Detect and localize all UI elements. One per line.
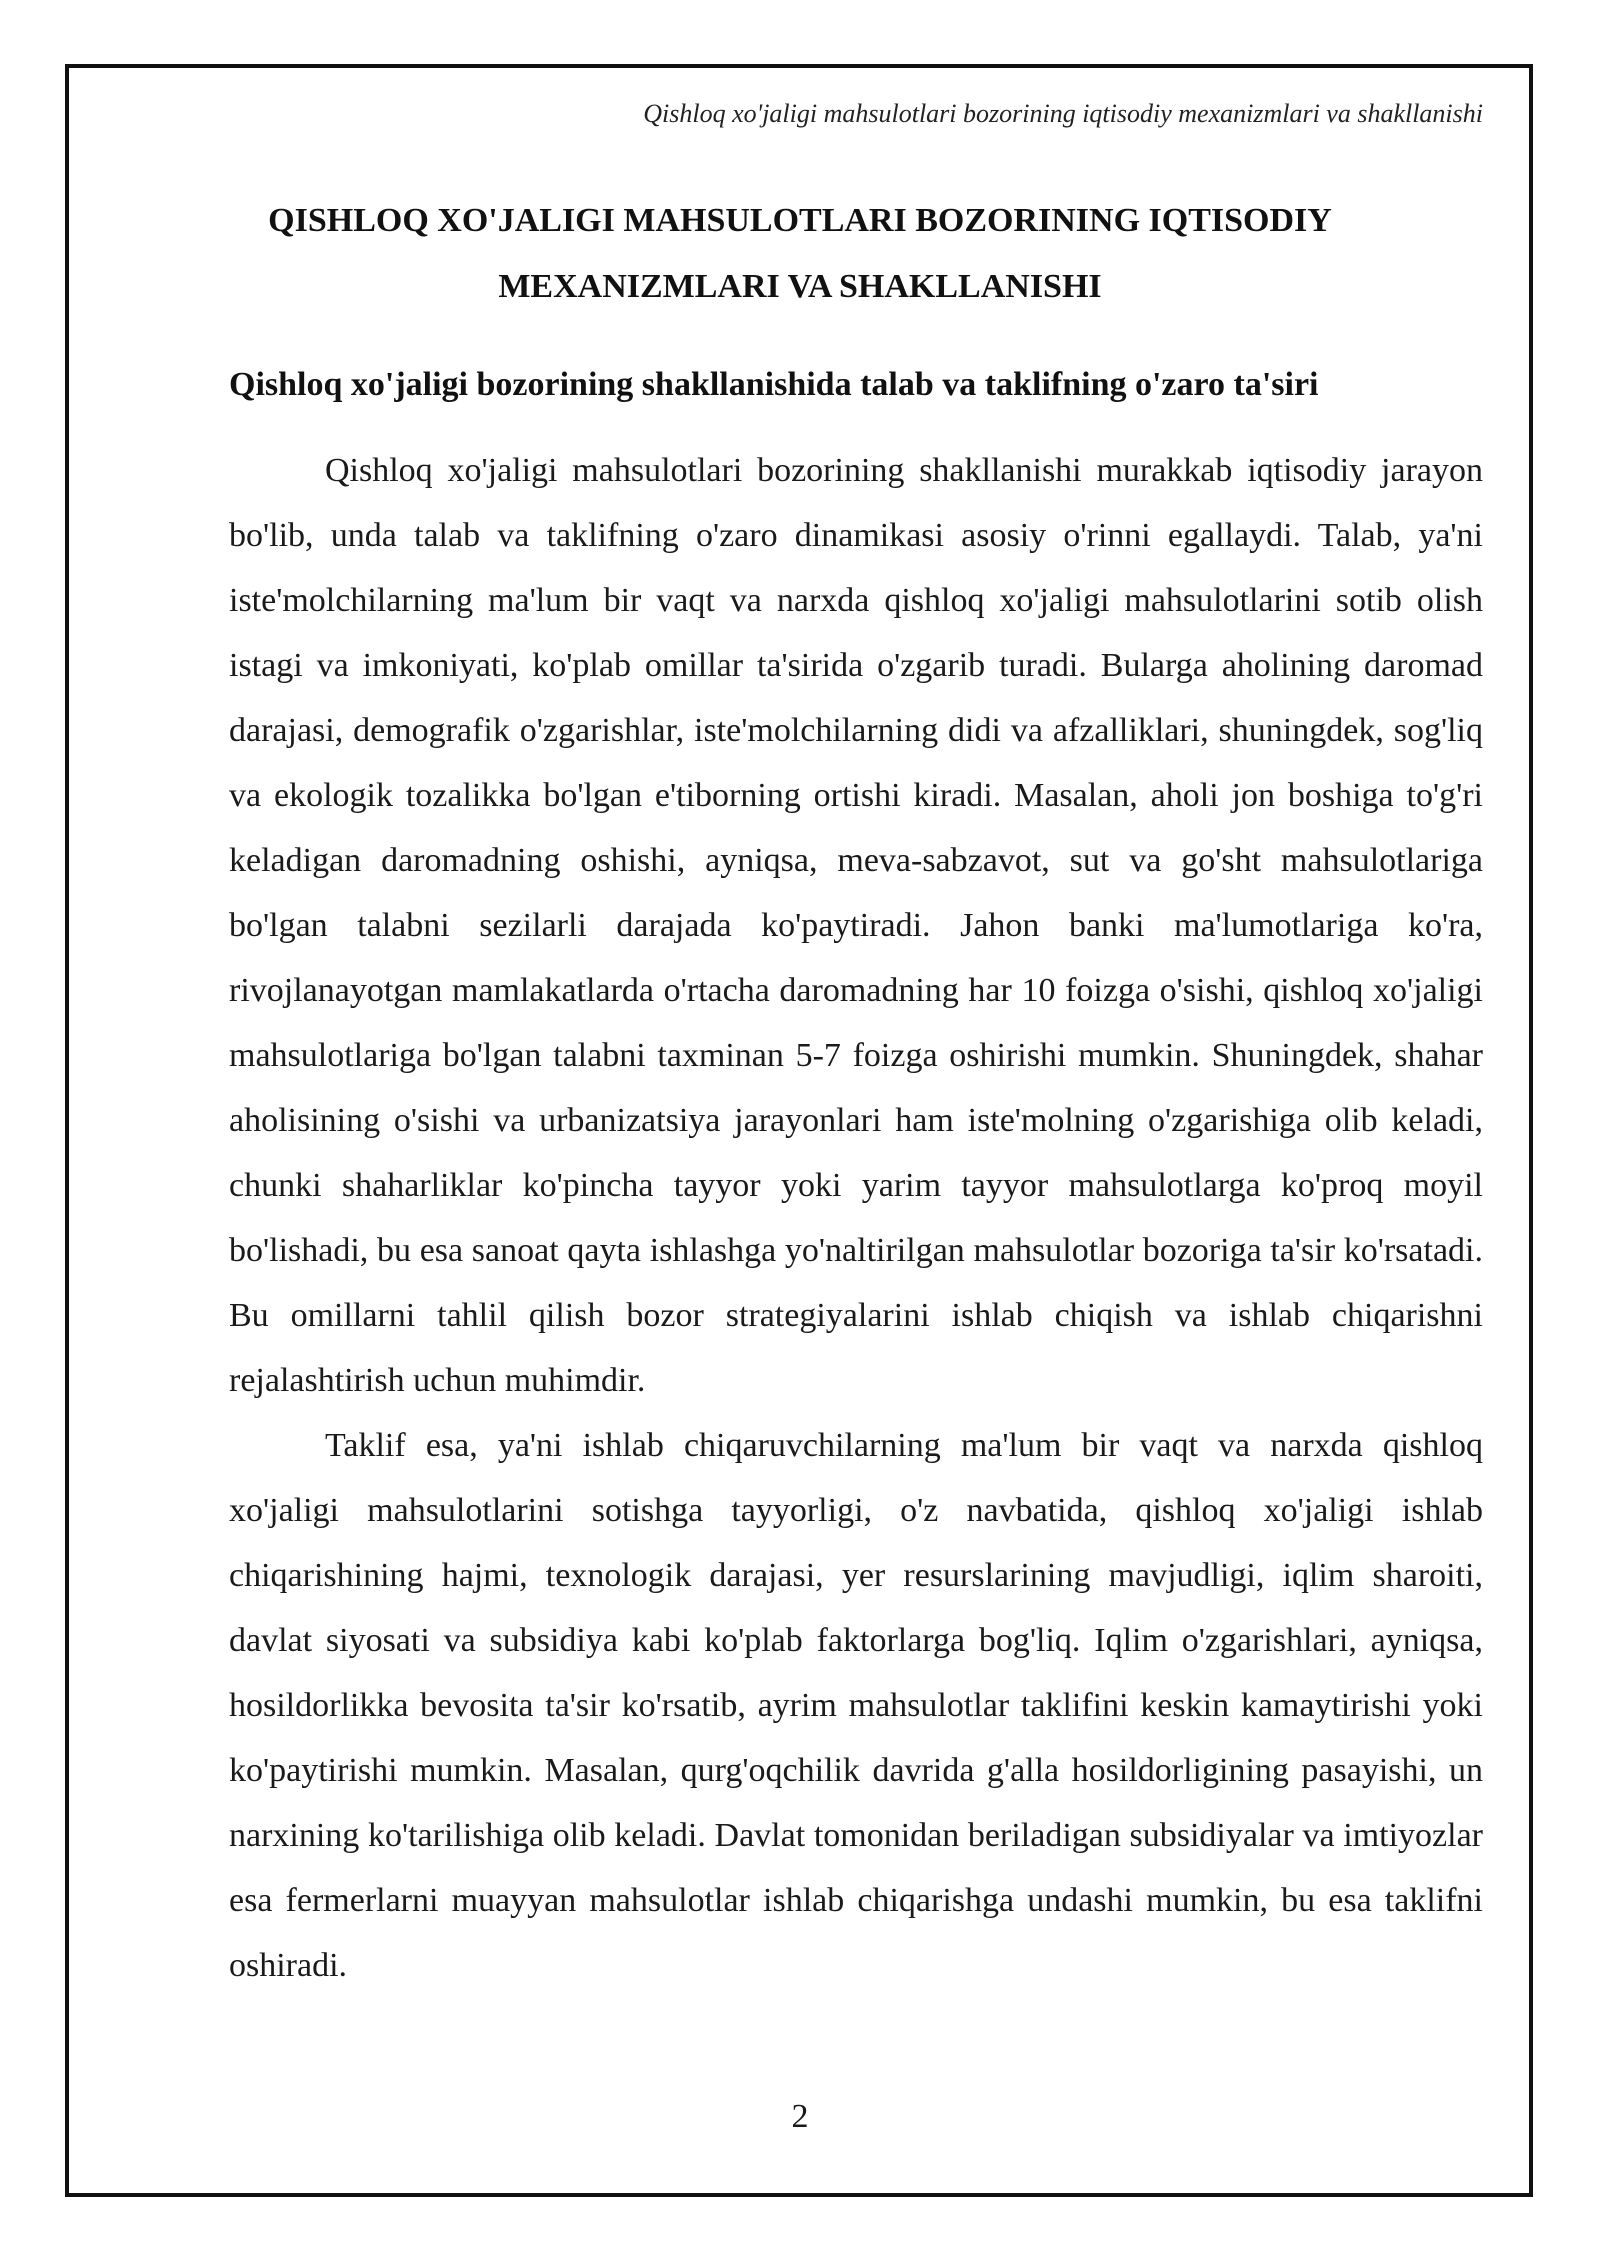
- document-title: QISHLOQ XO'JALIGI MAHSULOTLARI BOZORINING IQTISODIY MEXANIZMLARI VA SHAKLLANISHI: [268, 202, 1332, 305]
- paragraph: Taklif esa, ya'ni ishlab chiqaruvchilarning ma'lum bir vaqt va narxda qishloq xo'jaligi mahsulotlarini sotishga tayyorligi, o'z navbatida, qishloq xo'jaligi ishlab chiqarishining hajmi, texnologik darajasi, yer resurslarining mavjudligi, iqlim sharoiti, davlat siyosati va subsidiya kabi ko'plab faktorlarga bog'liq. Iqlim o'zgarishlari, ayniqsa, hosildorlikka bevosita ta'sir ko'rsatib, ayrim mahsulotlar taklifini keskin kamaytirishi yoki ko'paytirishi mumkin. Masalan, qurg'oqchilik davrida g'alla hosildorligining pasayishi, un narxining ko'tarilishiga olib keladi. Davlat tomonidan beriladigan subsidiyalar va imtiyozlar esa fermerlarni muayyan mahsulotlar ishlab chiqarishga undashi mumkin, bu esa taklifni oshiradi.: [229, 1427, 1483, 1984]
- body-text: [229, 438, 1483, 1998]
- page-number: 2: [791, 2098, 809, 2135]
- paragraph: Qishloq xo'jaligi mahsulotlari bozorining shakllanishi murakkab iqtisodiy jarayon bo'lib, unda talab va taklifning o'zaro dinamikasi asosiy o'rinni egallaydi. Talab, ya'ni iste'molchilarning ma'lum bir vaqt va narxda qishloq xo'jaligi mahsulotlarini sotib olish istagi va imkoniyati, ko'plab omillar ta'sirida o'zgarib turadi. Bularga aholining daromad darajasi, demografik o'zgarishlar, iste'molchilarning didi va afzalliklari, shuningdek, sog'liq va ekologik tozalikka bo'lgan e'tiborning ortishi kiradi. Masalan, aholi jon boshiga to'g'ri keladigan daromadning oshishi, ayniqsa, meva-sabzavot, sut va go'sht mahsulotlariga bo'lgan talabni sezilarli darajada ko'paytiradi. Jahon banki ma'lumotlariga ko'ra, rivojlanayotgan mamlakatlarda o'rtacha daromadning har 10 foizga o'sishi, qishloq xo'jaligi mahsulotlariga bo'lgan talabni taxminan 5-7 foizga oshirishi mumkin. Shuningdek, shahar aholisining o'sishi va urbanizatsiya jarayonlari ham iste'molning o'zgarishiga olib keladi, chunki shaharliklar ko'pincha tayyor yoki yarim tayyor mahsulotlarga ko'proq moyil bo'lishadi, bu esa sanoat qayta ishlashga yo'naltirilgan mahsulotlar bozoriga ta'sir ko'rsatadi. Bu omillarni tahlil qilish bozor strategiyalarini ishlab chiqish va ishlab chiqarishni rejalashtirish uchun muhimdir.: [229, 452, 1483, 1399]
- section-heading: Qishloq xo'jaligi bozorining shakllanishida talab va taklifning o'zaro ta'siri: [229, 366, 1319, 403]
- running-header: Qishloq xo'jaligi mahsulotlari bozorining iqtisodiy mexanizmlari va shakllanishi: [643, 99, 1483, 128]
